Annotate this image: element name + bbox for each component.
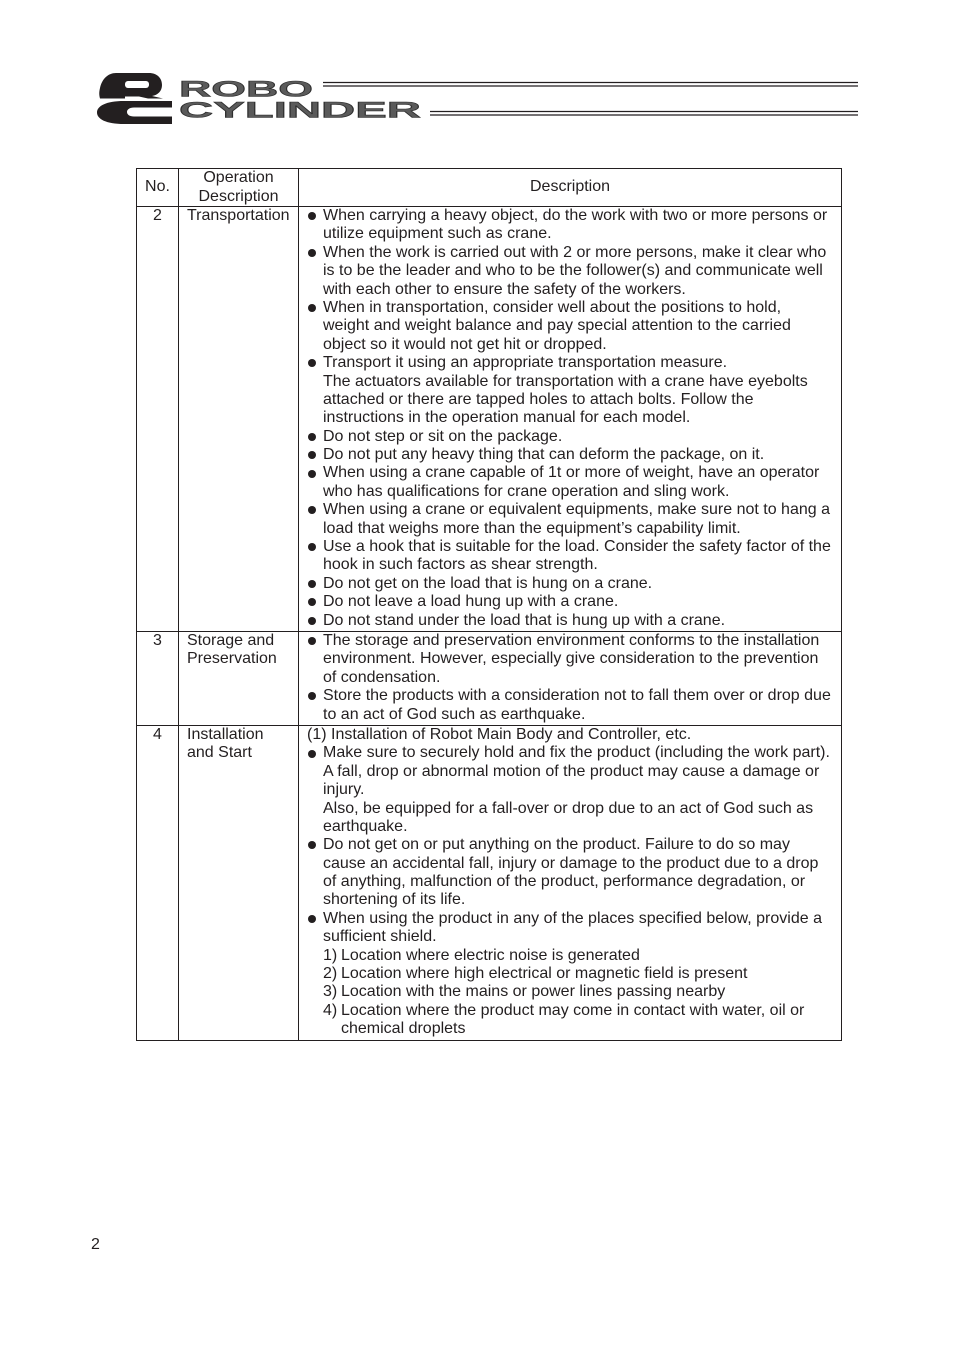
operation-label: and Start bbox=[187, 744, 252, 762]
description-line: weight and weight balance and pay special attention to the carried bbox=[323, 317, 791, 335]
description-line: of condensation. bbox=[323, 668, 441, 686]
description-line: with each other to ensure the safety of the workers. bbox=[323, 280, 686, 298]
description-line: Do not get on the load that is hung on a crane. bbox=[323, 574, 653, 592]
operation-label: Preservation bbox=[187, 650, 277, 668]
bullet-icon bbox=[308, 304, 316, 312]
operation-cell bbox=[179, 725, 299, 1040]
description-line: When carrying a heavy object, do the work with two or more persons or bbox=[323, 207, 828, 224]
description-line: chemical droplets bbox=[341, 1020, 466, 1038]
description-line: When using a crane capable of 1t or more of weight, have an operator bbox=[323, 464, 820, 482]
description-line: utilize equipment such as crane. bbox=[323, 225, 552, 243]
description-line: Transport it using an appropriate transportation measure. bbox=[323, 354, 728, 372]
table-row bbox=[137, 207, 842, 632]
bullet-item bbox=[307, 207, 837, 244]
bullet-item bbox=[307, 244, 837, 299]
bullet-icon bbox=[308, 617, 316, 625]
description-line: When in transportation, consider well about the positions to hold, bbox=[323, 298, 782, 316]
robo-cylinder-logo bbox=[0, 0, 954, 140]
description-line: injury. bbox=[323, 781, 365, 799]
page-number: 2 bbox=[91, 1236, 100, 1253]
description-line: to an act of God such as earthquake. bbox=[323, 705, 586, 723]
brand-line-1: ROBO bbox=[179, 76, 313, 102]
bullet-icon bbox=[308, 692, 316, 700]
bullet-item bbox=[307, 612, 837, 630]
description-line: Use a hook that is suitable for the load. Consider the safety factor of the bbox=[323, 538, 831, 556]
description-line: Location where high electrical or magnetic field is present bbox=[341, 965, 748, 983]
bullet-icon bbox=[308, 580, 316, 588]
column-header-operation bbox=[179, 169, 299, 207]
description-line: Do not put any heavy thing that can deform the package, on it. bbox=[323, 446, 765, 464]
description-cell bbox=[299, 631, 842, 725]
description-line: Store the products with a consideration not to fall them over or drop due bbox=[323, 687, 831, 705]
table-row bbox=[137, 631, 842, 725]
column-header-description: Description bbox=[299, 169, 842, 207]
description-line: When using a crane or equivalent equipments, make sure not to hang a bbox=[323, 501, 830, 519]
description-cell bbox=[299, 725, 842, 1040]
bullet-icon bbox=[308, 915, 316, 923]
description-line: environment. However, especially give consideration to the prevention bbox=[323, 650, 819, 668]
item-number: 1) bbox=[323, 946, 338, 964]
description-line: shortening of its life. bbox=[323, 891, 466, 909]
row-number: 2 bbox=[137, 207, 179, 632]
item-number: 3) bbox=[323, 983, 338, 1001]
description-line: Location where electric noise is generated bbox=[341, 946, 640, 964]
bullet-item bbox=[307, 501, 837, 538]
description-line: Also, be equipped for a fall-over or drop due to an act of God such as bbox=[323, 799, 814, 817]
description-line: is to be the leader and who to be the follower(s) and communicate well bbox=[323, 262, 823, 280]
description-line: who has qualifications for crane operation and sling work. bbox=[323, 482, 730, 500]
description-line: earthquake. bbox=[323, 817, 408, 835]
description-line: cause an accidental fall, injury or damage to the product due to a drop bbox=[323, 854, 819, 872]
bullet-item bbox=[307, 428, 837, 446]
bullet-item bbox=[307, 575, 837, 593]
item-number: 2) bbox=[323, 965, 338, 983]
description-line: Location with the mains or power lines passing nearby bbox=[341, 983, 726, 1001]
bullet-icon bbox=[308, 433, 316, 441]
numbered-item bbox=[307, 947, 837, 965]
bullet-icon bbox=[308, 598, 316, 606]
description-line: Make sure to securely hold and fix the product (including the work part). bbox=[323, 744, 830, 762]
description-line: instructions in the operation manual for each model. bbox=[323, 409, 691, 427]
bullet-icon bbox=[308, 841, 316, 849]
description-line: Location where the product may come in contact with water, oil or bbox=[341, 1001, 805, 1019]
table-row bbox=[137, 725, 842, 1040]
description-line: Do not step or sit on the package. bbox=[323, 427, 563, 445]
description-line: The storage and preservation environment conforms to the installation bbox=[323, 631, 820, 649]
description-cell bbox=[299, 207, 842, 632]
row-number: 4 bbox=[137, 725, 179, 1040]
bullet-item bbox=[307, 446, 837, 464]
bullet-item bbox=[307, 299, 837, 354]
bullet-item bbox=[307, 910, 837, 947]
bullet-item bbox=[307, 593, 837, 611]
bullet-icon bbox=[308, 543, 316, 551]
description-line: A fall, drop or abnormal motion of the product may cause a damage or bbox=[323, 762, 820, 780]
description-line: The actuators available for transportation with a crane have eyebolts bbox=[323, 372, 808, 390]
description-line: sufficient shield. bbox=[323, 928, 437, 946]
numbered-item bbox=[307, 983, 837, 1001]
description-line: load that weighs more than the equipment’s capability limit. bbox=[323, 519, 741, 537]
bullet-icon bbox=[308, 359, 316, 367]
bullet-item bbox=[307, 744, 837, 836]
bullet-icon bbox=[308, 637, 316, 645]
description-line: hook in such factors as shear strength. bbox=[323, 556, 598, 574]
row-number: 3 bbox=[137, 631, 179, 725]
description-line: When the work is carried out with 2 or more persons, make it clear who bbox=[323, 243, 827, 261]
description-line: attached or there are tapped holes to attach bolts. Follow the bbox=[323, 390, 754, 408]
description-line: Do not stand under the load that is hung up with a crane. bbox=[323, 611, 726, 629]
section-heading: (1) Installation of Robot Main Body and Controller, etc. bbox=[307, 725, 692, 743]
bullet-item bbox=[307, 538, 837, 575]
column-header-operation-line: Operation bbox=[203, 169, 274, 187]
item-number: 4) bbox=[323, 1001, 338, 1019]
operation-label: Transportation bbox=[187, 207, 290, 224]
description-line: object so it would not get hit or dropped. bbox=[323, 335, 607, 353]
bullet-icon bbox=[308, 451, 316, 459]
brand-line-2: CYLINDER bbox=[179, 97, 422, 123]
description-line: When using the product in any of the places specified below, provide a bbox=[323, 909, 822, 927]
bullet-icon bbox=[308, 470, 316, 478]
description-line: of anything, malfunction of the product, performance degradation, or bbox=[323, 873, 806, 891]
bullet-item bbox=[307, 354, 837, 428]
operation-cell bbox=[179, 207, 299, 632]
description-line: Do not leave a load hung up with a crane. bbox=[323, 593, 619, 611]
operation-label: Storage and bbox=[187, 631, 275, 649]
description-line: Do not get on or put anything on the product. Failure to do so may bbox=[323, 836, 790, 854]
rc-emblem-icon bbox=[97, 73, 172, 124]
operation-label: Installation bbox=[187, 725, 264, 743]
column-header-no: No. bbox=[137, 169, 179, 207]
table-header-row bbox=[137, 169, 842, 207]
numbered-item bbox=[307, 965, 837, 983]
bullet-icon bbox=[308, 212, 316, 220]
bullet-item bbox=[307, 836, 837, 910]
bullet-icon bbox=[308, 750, 316, 758]
safety-precautions-table bbox=[136, 168, 842, 1041]
column-header-operation-line: Description bbox=[198, 187, 279, 205]
bullet-icon bbox=[308, 506, 316, 514]
bullet-item bbox=[307, 632, 837, 687]
operation-cell bbox=[179, 631, 299, 725]
numbered-item bbox=[307, 1002, 837, 1039]
bullet-item bbox=[307, 464, 837, 501]
bullet-item bbox=[307, 687, 837, 724]
bullet-icon bbox=[308, 249, 316, 257]
